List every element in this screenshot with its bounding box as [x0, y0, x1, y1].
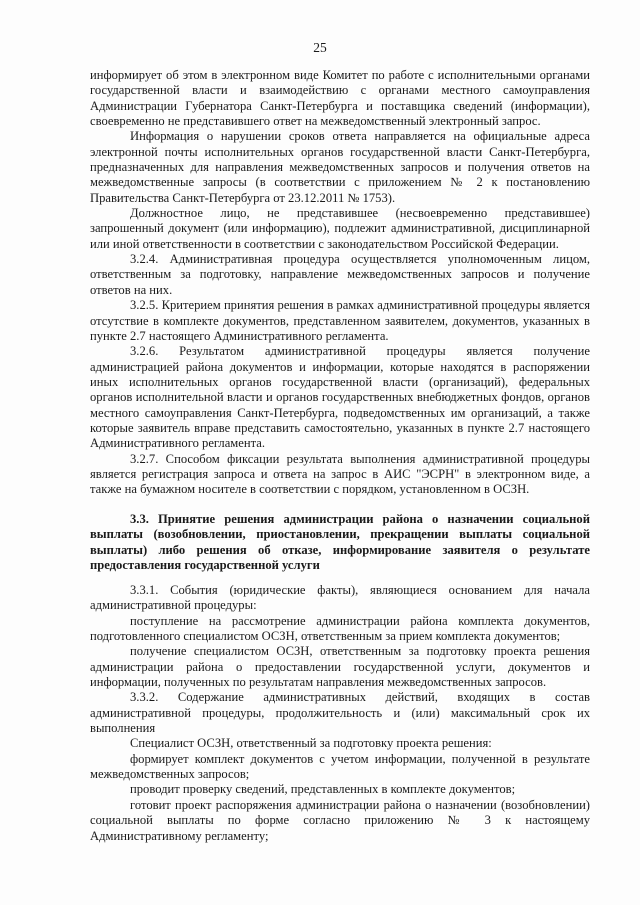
paragraph-prepares-order: готовит проект распоряжения администрации района о назначении (возобновлении) социальной выплаты по форме согласно приложению № 3 к настоящему Административному регламенту;	[90, 797, 590, 843]
paragraph-event-information-received: получение специалистом ОСЗН, ответственным за подготовку проекта решения администрации района о предоставлении государственной услуги, документов и информации, полученных по результатам направления межведомственных запросов.	[90, 644, 590, 690]
paragraph-3-3-1: 3.3.1. События (юридические факты), являющиеся основанием для начала административной процедуры:	[90, 583, 590, 613]
paragraph-3-2-6: 3.2.6. Результатом административной процедуры является получение администрацией района документов и информации, которые находятся в распоряжении иных исполнительных органов государственной власти (организаций), федеральных органов исполнительной власти и органов государственных внебюджетных фондов, органов местного самоуправления Санкт-Петербурга, подведомственных им организаций, а также которые заявитель вправе представить самостоятельно, указанных в пункте 2.7 настоящего Административного регламента.	[90, 344, 590, 451]
document-body	[90, 68, 590, 844]
paragraph-3-3-2: 3.3.2. Содержание административных действий, входящих в состав административной процедуры, продолжительность и (или) максимальный срок их выполнения	[90, 690, 590, 736]
paragraph-checks-information: проводит проверку сведений, представленных в комплекте документов;	[130, 782, 516, 797]
paragraph-event-documents-received: поступление на рассмотрение администрации района комплекта документов, подготовленного специалистом ОСЗН, ответственным за прием комплекта документов;	[90, 613, 590, 644]
page-number: 25	[313, 40, 327, 55]
paragraph-continuation: информирует об этом в электронном виде Комитет по работе с исполнительными органами государственной власти и взаимодействию с органами местного самоуправления Администрации Губернатора Санкт-Петербурга и поставщика сведений (информации), своевременно не представившего ответ на межведомственный электронный запрос.	[90, 68, 590, 129]
paragraph-forms-package: формирует комплект документов с учетом информации, полученной в результате межведомственных запросов;	[90, 751, 590, 782]
section-heading-3-3: 3.3. Принятие решения администрации района о назначении социальной выплаты (возобновлении, приостановлении, прекращении выплаты социальной выплаты) либо решения об отказе, информирование заявителя о результате предоставления государственной услуги	[90, 511, 590, 573]
section-spacer	[90, 574, 590, 583]
paragraph-official-responsibility: Должностное лицо, не представившее (несвоевременно представившее) запрошенный документ (или информацию), подлежит административной, дисциплинарной или иной ответственности в соответствии с законодательством Российской Федерации.	[90, 206, 590, 251]
paragraph-3-2-7: 3.2.7. Способом фиксации результата выполнения административной процедуры является регистрация запроса и ответа на запрос в АИС "ЭСРН" в электронном виде, а также на бумажном носителе в соответствии с порядком, установленном в ОСЗН.	[90, 451, 590, 497]
paragraph-3-2-4: 3.2.4. Административная процедура осуществляется уполномоченным лицом, ответственным за подготовку, направление межведомственных запросов и получение ответов на них.	[90, 252, 590, 297]
section-spacer	[90, 498, 590, 512]
paragraph-3-2-5: 3.2.5. Критерием принятия решения в рамках административной процедуры является отсутствие в комплекте документов, представленном заявителем, документов, указанных в пункте 2.7 настоящего Административного регламента.	[90, 298, 590, 343]
paragraph-deadline-violation-info: Информация о нарушении сроков ответа направляется на официальные адреса электронной почты исполнительных органов государственной власти Санкт-Петербурга, предназначенных для направления межведомственных запросов и получения ответов на межведомственные запросы (в соответствии с приложением № 2 к постановлению Правительства Санкт-Петербурга от 23.12.2011 № 1753).	[90, 129, 590, 205]
paragraph-specialist-intro: Специалист ОСЗН, ответственный за подготовку проекта решения:	[130, 736, 492, 751]
